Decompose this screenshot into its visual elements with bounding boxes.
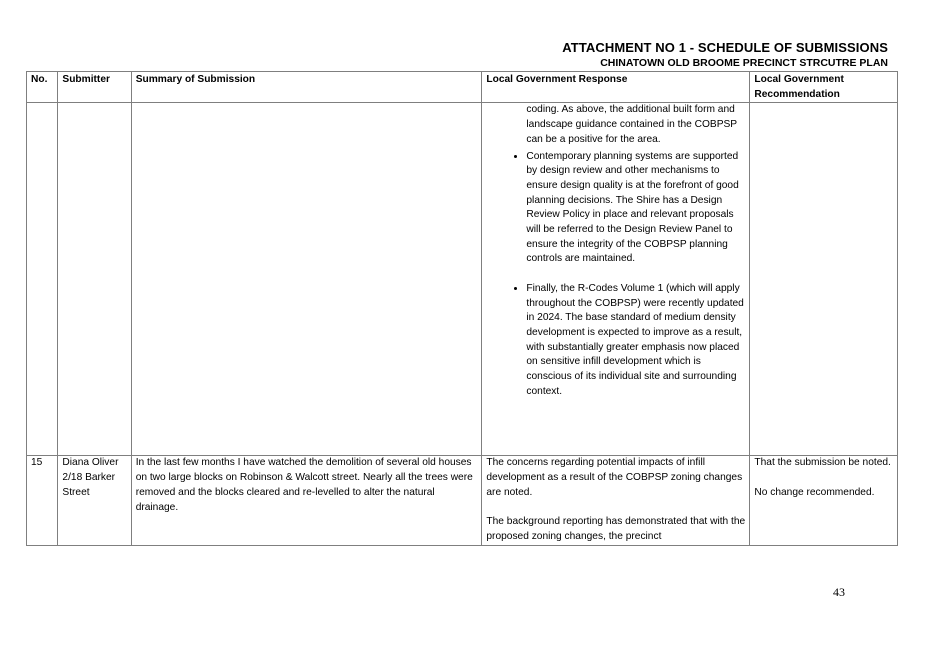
cell-summary [131,103,482,456]
submissions-table [26,71,898,546]
column-header-recommendation: Local Government Recommendation [750,72,898,103]
document-title: ATTACHMENT NO 1 - SCHEDULE OF SUBMISSIONS [562,40,888,55]
cell-summary: In the last few months I have watched the demolition of several old houses on two large blocks on Robinson & Walcott street. Nearly all the trees were removed and the blocks cleared and re-levelled to alter the natural drainage. [131,456,482,545]
recommendation-paragraph: That the submission be noted. [754,457,891,469]
response-lead-text: coding. As above, the additional built form and landscape guidance contained in the COBPSP can be a positive for the area. [526,104,737,145]
response-bullet: • Contemporary planning systems are supported by design review and other mechanisms to ensure design quality is at the forefront of good planning decisions. The Shire has a Design Review Policy in place and relevant proposals will be referred to the Design Review Panel to ensure the integrity of the COBPSP planning controls are maintained. [526,150,745,268]
recommendation-paragraph: No change recommended. [754,486,875,498]
cell-response [482,456,750,545]
cell-response [482,103,750,456]
column-header-summary: Summary of Submission [131,72,482,103]
page-number: 43 [833,585,845,599]
cell-submitter: Diana Oliver 2/18 Barker Street [58,456,131,545]
cell-recommendation [750,456,898,545]
column-header-response: Local Government Response [482,72,750,103]
table-row-15 [27,456,898,545]
cell-no [27,103,58,456]
cell-submitter [58,103,131,456]
response-bullet: • Finally, the R-Codes Volume 1 (which will apply throughout the COBPSP) were recently updated in 2024. The base standard of medium density development is expected to improve as a result, with substantially greater emphasis now placed on sensitive infill development which is conscious of its individual site and surrounding context. [526,282,745,400]
cell-no: 15 [27,456,58,545]
cell-recommendation [750,103,898,456]
response-paragraph: The concerns regarding potential impacts of infill development as a result of the COBPSP zoning changes are noted. [486,457,743,498]
table-row-continued [27,103,898,456]
column-header-no: No. [27,72,58,103]
response-paragraph: The background reporting has demonstrated that with the proposed zoning changes, the precinct [486,516,746,542]
column-header-submitter: Submitter [58,72,131,103]
table-header-row [27,72,898,103]
document-subtitle: CHINATOWN OLD BROOME PRECINCT STRCUTRE PLAN [600,57,888,69]
